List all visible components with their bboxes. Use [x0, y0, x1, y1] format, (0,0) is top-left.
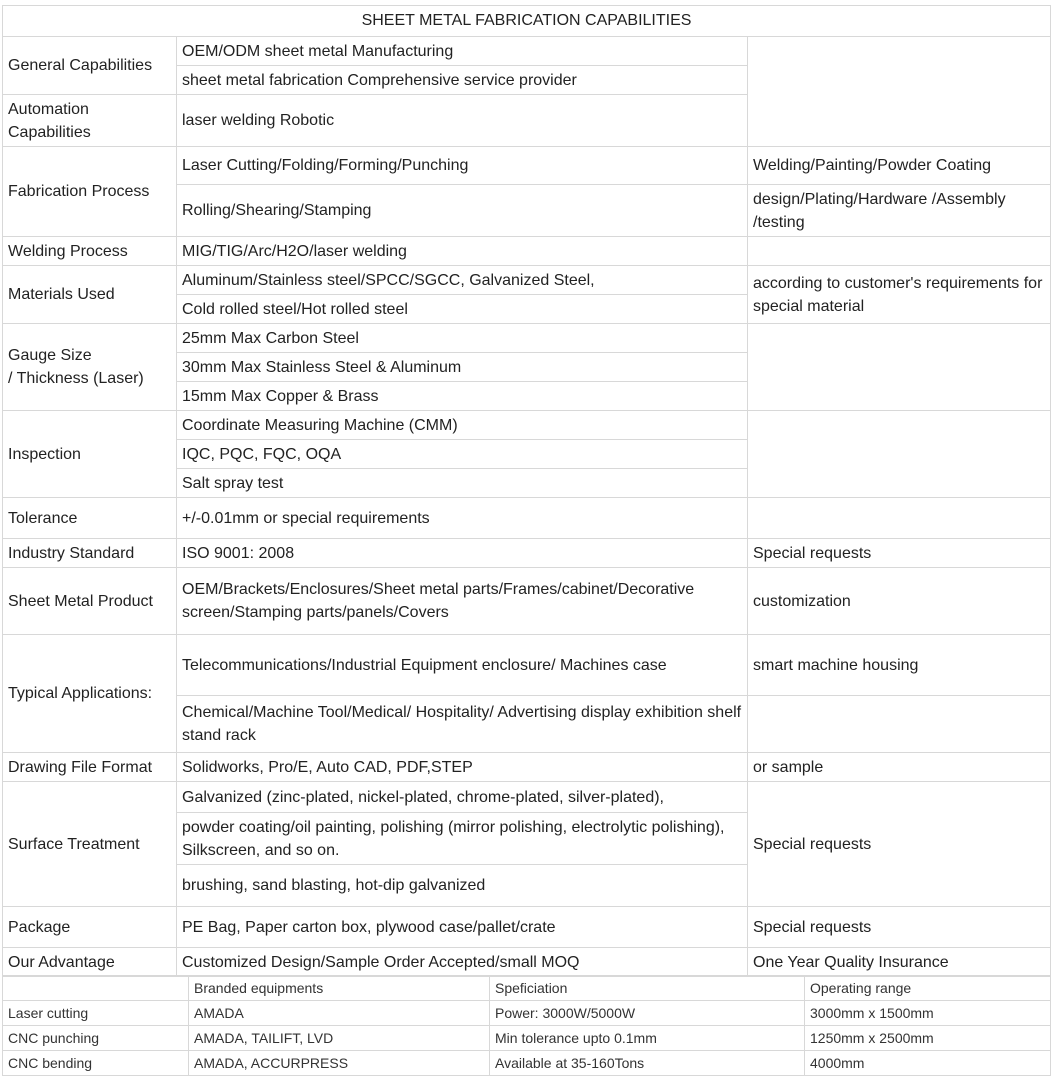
equipment-row	[3, 1051, 1051, 1076]
table-cell: MIG/TIG/Arc/H2O/laser welding	[177, 237, 748, 266]
empty-cell	[748, 237, 1051, 266]
row-label-applications: Typical Applications:	[3, 635, 177, 753]
capabilities-table	[2, 5, 1051, 977]
table-cell: OEM/ODM sheet metal Manufacturing	[177, 37, 748, 66]
title-row	[3, 6, 1051, 37]
row-label-package: Package	[3, 907, 177, 948]
table-title: SHEET METAL FABRICATION CAPABILITIES	[3, 6, 1051, 37]
table-cell: Available at 35-160Tons	[490, 1051, 805, 1076]
row-label-surface: Surface Treatment	[3, 782, 177, 907]
empty-cell	[748, 37, 1051, 147]
table-cell: Min tolerance upto 0.1mm	[490, 1026, 805, 1051]
table-row	[3, 147, 1051, 185]
table-row	[3, 782, 1051, 813]
table-cell: +/-0.01mm or special requirements	[177, 498, 748, 539]
table-row	[3, 635, 1051, 696]
table-cell: PE Bag, Paper carton box, plywood case/pallet/crate	[177, 907, 748, 948]
note-cell: smart machine housing	[748, 635, 1051, 696]
table-cell: 25mm Max Carbon Steel	[177, 324, 748, 353]
header-cell: Operating range	[805, 976, 1051, 1001]
row-label-gauge-line2: / Thickness (Laser)	[8, 370, 144, 387]
note-cell: or sample	[748, 753, 1051, 782]
table-cell: Telecommunications/Industrial Equipment enclosure/ Machines case	[177, 635, 748, 696]
table-cell: 15mm Max Copper & Brass	[177, 382, 748, 411]
table-cell: AMADA, ACCURPRESS	[189, 1051, 490, 1076]
note-cell: Welding/Painting/Powder Coating	[748, 147, 1051, 185]
note-cell: customization	[748, 568, 1051, 635]
table-cell: Chemical/Machine Tool/Medical/ Hospitality/ Advertising display exhibition shelf stand rack	[177, 696, 748, 753]
table-cell: Galvanized (zinc-plated, nickel-plated, chrome-plated, silver-plated),	[177, 782, 748, 813]
note-cell: Special requests	[748, 907, 1051, 948]
row-label-industry: Industry Standard	[3, 539, 177, 568]
table-cell: ISO 9001: 2008	[177, 539, 748, 568]
equipment-table	[2, 975, 1051, 1076]
table-cell: 4000mm	[805, 1051, 1051, 1076]
note-cell: according to customer's requirements for special material	[748, 266, 1051, 324]
table-cell: Aluminum/Stainless steel/SPCC/SGCC, Galvanized Steel,	[177, 266, 748, 295]
row-label-gauge-line1: Gauge Size	[8, 347, 92, 364]
table-row	[3, 907, 1051, 948]
equipment-row	[3, 1001, 1051, 1026]
header-cell: Branded equipments	[189, 976, 490, 1001]
table-cell: Solidworks, Pro/E, Auto CAD, PDF,STEP	[177, 753, 748, 782]
equipment-row	[3, 1026, 1051, 1051]
table-cell: Laser Cutting/Folding/Forming/Punching	[177, 147, 748, 185]
table-cell: Laser cutting	[3, 1001, 189, 1026]
table-row	[3, 237, 1051, 266]
row-label-general: General Capabilities	[3, 37, 177, 95]
table-cell: Power: 3000W/5000W	[490, 1001, 805, 1026]
table-cell: brushing, sand blasting, hot-dip galvanized	[177, 865, 748, 907]
table-row	[3, 324, 1051, 353]
table-row	[3, 411, 1051, 440]
note-cell: Special requests	[748, 539, 1051, 568]
row-label-automation: Automation Capabilities	[3, 95, 177, 147]
table-cell: Cold rolled steel/Hot rolled steel	[177, 295, 748, 324]
row-label-materials: Materials Used	[3, 266, 177, 324]
table-cell: 30mm Max Stainless Steel & Aluminum	[177, 353, 748, 382]
row-label-inspection: Inspection	[3, 411, 177, 498]
note-cell: Special requests	[748, 782, 1051, 907]
note-cell: design/Plating/Hardware /Assembly /testing	[748, 185, 1051, 237]
table-cell: 3000mm x 1500mm	[805, 1001, 1051, 1026]
table-cell: powder coating/oil painting, polishing (mirror polishing, electrolytic polishing), Silkscreen, and so on.	[177, 813, 748, 865]
note-cell: One Year Quality Insurance	[748, 948, 1051, 977]
table-cell: sheet metal fabrication Comprehensive service provider	[177, 66, 748, 95]
row-label-fabrication: Fabrication Process	[3, 147, 177, 237]
table-cell: CNC punching	[3, 1026, 189, 1051]
table-row	[3, 948, 1051, 977]
header-cell: Speficiation	[490, 976, 805, 1001]
equipment-header-row	[3, 976, 1051, 1001]
table-cell: Rolling/Shearing/Stamping	[177, 185, 748, 237]
table-cell: AMADA, TAILIFT, LVD	[189, 1026, 490, 1051]
table-cell: IQC, PQC, FQC, OQA	[177, 440, 748, 469]
table-row	[3, 266, 1051, 295]
table-row	[3, 539, 1051, 568]
row-label-product: Sheet Metal Product	[3, 568, 177, 635]
table-cell: Coordinate Measuring Machine (CMM)	[177, 411, 748, 440]
row-label-advantage: Our Advantage	[3, 948, 177, 977]
table-row	[3, 753, 1051, 782]
table-cell: CNC bending	[3, 1051, 189, 1076]
row-label-tolerance: Tolerance	[3, 498, 177, 539]
table-cell: OEM/Brackets/Enclosures/Sheet metal parts/Frames/cabinet/Decorative screen/Stamping parts/panels/Covers	[177, 568, 748, 635]
empty-cell	[748, 411, 1051, 498]
table-row	[3, 568, 1051, 635]
empty-cell	[748, 498, 1051, 539]
table-row	[3, 498, 1051, 539]
table-cell: Customized Design/Sample Order Accepted/small MOQ	[177, 948, 748, 977]
table-row	[3, 37, 1051, 66]
table-cell: Salt spray test	[177, 469, 748, 498]
table-cell: AMADA	[189, 1001, 490, 1026]
header-cell	[3, 976, 189, 1001]
table-cell: laser welding Robotic	[177, 95, 748, 147]
empty-cell	[748, 324, 1051, 411]
empty-cell	[748, 696, 1051, 753]
row-label-drawing: Drawing File Format	[3, 753, 177, 782]
table-cell: 1250mm x 2500mm	[805, 1026, 1051, 1051]
row-label-welding: Welding Process	[3, 237, 177, 266]
row-label-gauge	[3, 324, 177, 411]
